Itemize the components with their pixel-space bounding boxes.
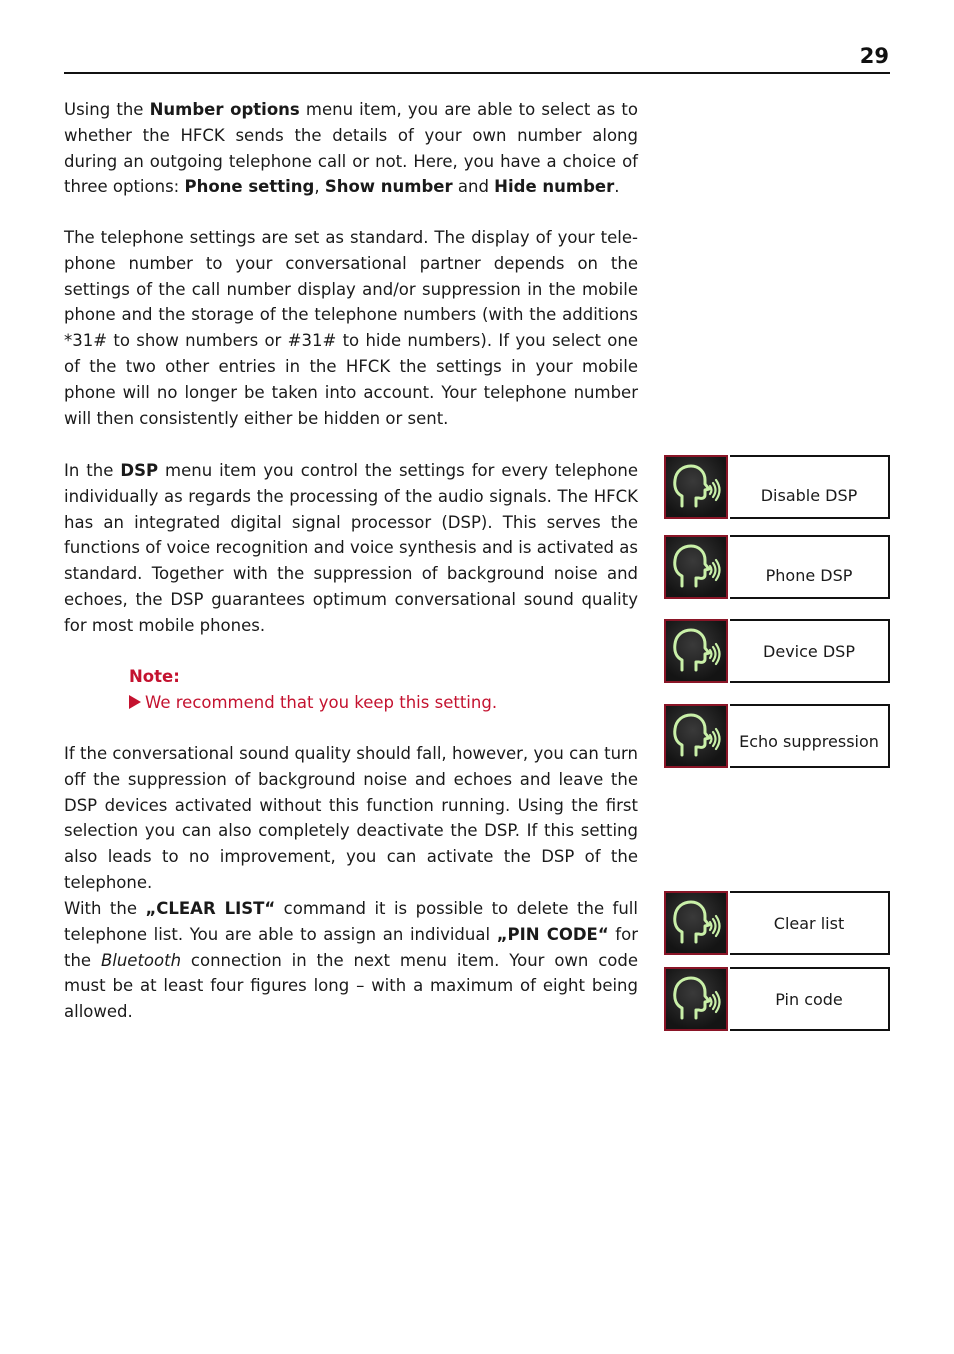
term-pin-code: „PIN CODE“ xyxy=(496,924,609,944)
term-hide-number: Hide number xyxy=(494,177,615,197)
paragraph-sound-quality: If the conversational sound quality should fall, however, you can turn off the suppression of background noise and echoes and leave the DSP devices activated without this function running. Using the first selection you can also completely deactivate the DSP. If this setting also leads to no improvement, you can activate the DSP of the telephone. xyxy=(64,744,638,892)
menu-entry-label: Echo suppression xyxy=(730,704,890,768)
menu-entry-pin-code[interactable] xyxy=(664,967,890,1031)
menu-entry-label: Disable DSP xyxy=(730,455,890,519)
menu-entry-phone-dsp[interactable] xyxy=(664,535,890,599)
speaking-head-icon xyxy=(664,535,728,599)
text-span: for the xyxy=(64,924,638,970)
paragraph-telephone-settings: The telephone settings are set as standard. The display of your telephone number to your conversational partner depends on the settings of the call number display and/or suppression in the mobile phone and the storage of the telephone numbers (with the additions *31# to show numbers or #31# to hide numbers). If you select one of the two other entries in the HFCK the settings in your mobile phone will no longer be taken into account. Your telephone number will then consistently either be hidden or sent. xyxy=(64,228,638,428)
term-dsp: DSP xyxy=(120,461,159,480)
menu-entry-device-dsp[interactable] xyxy=(664,619,890,683)
text-span: command it is possible to delete the full telephone list. You are able to assign an individual xyxy=(64,899,638,944)
text-span: connection in the next menu item. Your own code must be at least four figures long – with a maximum of eight being allowed. xyxy=(64,950,639,1022)
speaking-head-icon xyxy=(664,704,728,768)
menu-entry-label: Clear list xyxy=(730,891,890,955)
text-span: and xyxy=(452,177,495,197)
menu-entry-label: Phone DSP xyxy=(730,535,890,599)
menu-entry-label: Pin code xyxy=(730,967,890,1031)
menu-entry-label: Device DSP xyxy=(730,619,890,683)
paragraph-dsp xyxy=(64,458,638,639)
note-box xyxy=(129,664,649,716)
term-show-number: Show number xyxy=(324,177,453,197)
menu-entry-disable-dsp[interactable] xyxy=(664,455,890,519)
menu-entry-echo-suppression[interactable] xyxy=(664,704,890,768)
text-span: Using the xyxy=(64,100,150,119)
text-span: , xyxy=(314,177,325,197)
speaking-head-icon xyxy=(664,619,728,683)
page-number: 29 xyxy=(859,44,889,68)
text-span: In the xyxy=(64,461,121,480)
paragraph-clear-list xyxy=(64,896,638,1025)
term-clear-list: „CLEAR LIST“ xyxy=(145,899,276,918)
term-number-options: Number options xyxy=(149,100,300,119)
text-span: menu item you control the settings for every telephone individually as regards the processing of the audio signals. The HFCK has an integrated digital signal processor (DSP). This serves the functions of voice recognition and voice synthesis and is activated as standard. Together with the suppression of background noise and echoes, the DSP guarantees optimum conversational sound quality for most mobile phones. xyxy=(64,461,638,635)
term-bluetooth: Bluetooth xyxy=(100,950,182,970)
speaking-head-icon xyxy=(664,455,728,519)
speaking-head-icon xyxy=(664,967,728,1031)
note-title: Note: xyxy=(129,667,180,686)
text-span: menu item, you are able to select as to whether the HFCK sends the details of your own number along during an outgoing telephone call or not. Here, you have a choice of three options: xyxy=(64,100,638,197)
header-rule xyxy=(64,72,890,74)
speaking-head-icon xyxy=(664,891,728,955)
paragraph-number-options xyxy=(64,97,638,200)
text-span: . xyxy=(614,177,620,197)
term-phone-setting: Phone setting xyxy=(184,177,315,197)
text-span: With the xyxy=(64,899,146,918)
menu-entry-clear-list[interactable] xyxy=(664,891,890,955)
note-text: We recommend that you keep this setting. xyxy=(145,693,498,712)
arrow-right-icon xyxy=(129,695,141,709)
